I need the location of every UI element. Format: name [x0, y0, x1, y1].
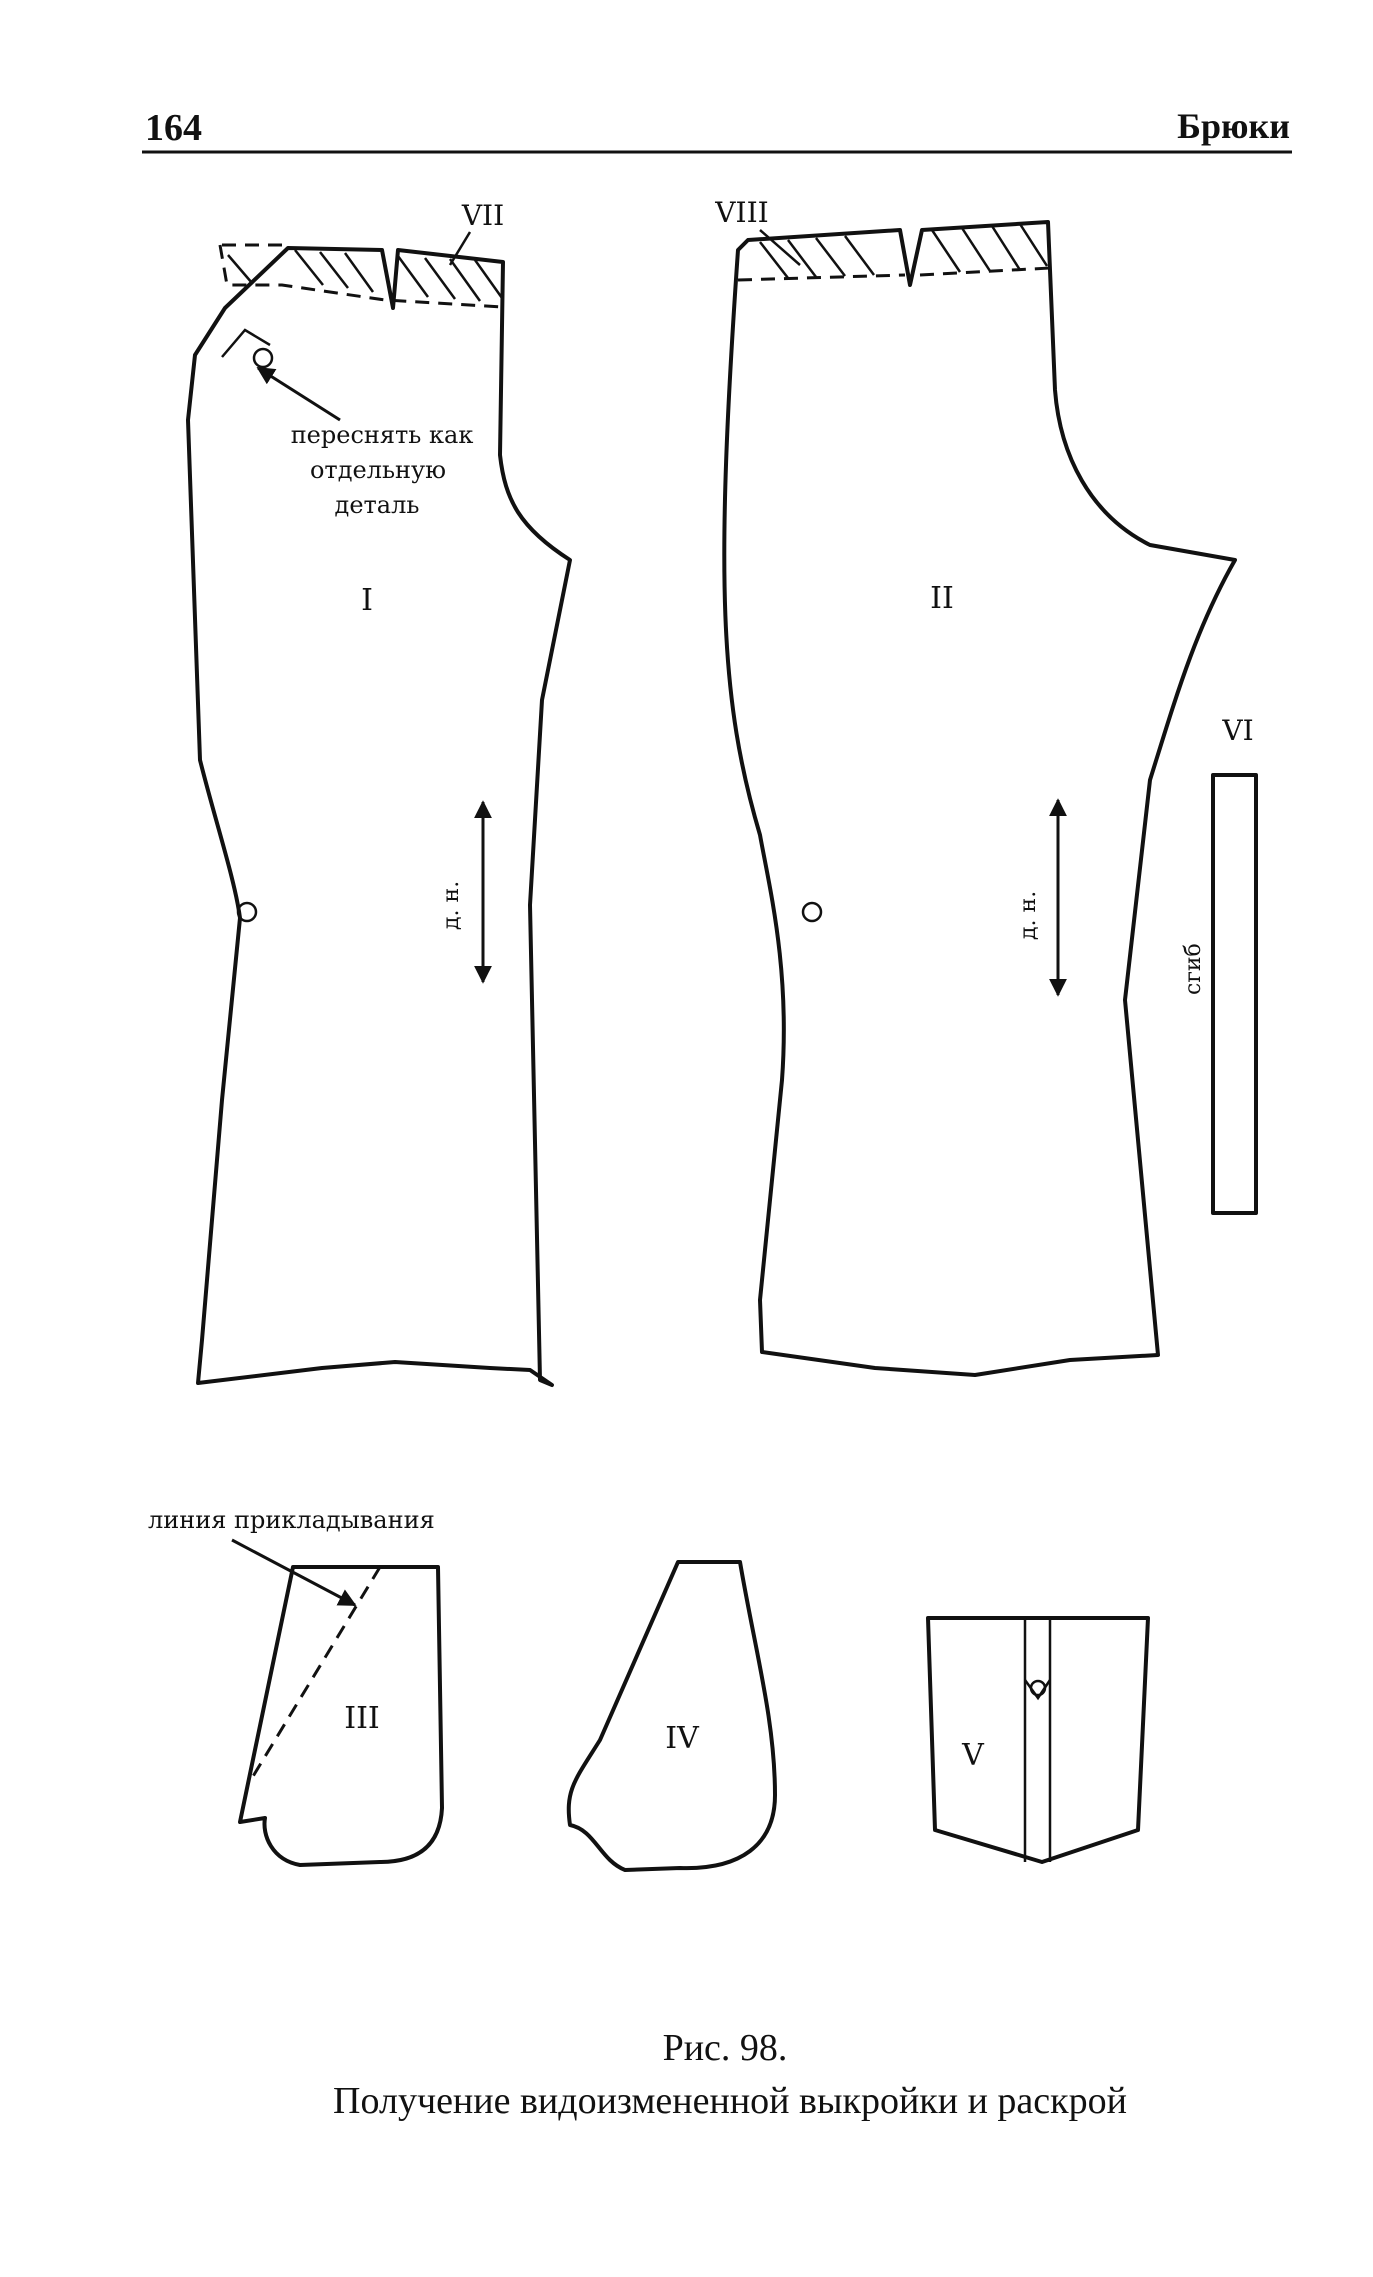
piece-back-label: II [930, 581, 954, 616]
page-number: 164 [145, 107, 202, 149]
front-yoke-leader [450, 232, 470, 265]
figure-number: Рис. 98. [662, 2027, 788, 2069]
section-title: Брюки [1177, 106, 1290, 146]
figure-title: Получение видоизмененной выкройки и раскрой [333, 2080, 1127, 2122]
front-pocket-mark [254, 349, 272, 367]
piece-pocket-facing-outline [569, 1562, 775, 1870]
retrace-note-line3: деталь [334, 491, 420, 519]
back-grain-text: д. н. [1016, 890, 1041, 940]
retrace-note-line1: переснять как [290, 421, 474, 449]
attach-line-label: линия прикладывания [148, 1506, 435, 1534]
back-knee-notch [803, 903, 821, 921]
piece-back-yoke-label: VIII [715, 196, 769, 229]
piece-pocket-label: III [344, 1701, 380, 1736]
piece-front-outline [188, 248, 570, 1385]
piece-pocket-outline [240, 1567, 442, 1865]
retrace-note-line2: отдельную [309, 456, 447, 484]
attach-line-arrow [232, 1540, 355, 1605]
piece-fly-label: V [962, 1738, 984, 1773]
piece-front-label: I [361, 583, 373, 618]
fly-button-circle [1031, 1681, 1045, 1695]
front-grain-text: д. н. [439, 880, 464, 930]
piece-front-yoke-label: VII [461, 199, 505, 232]
piece-belt-loop-label: VI [1222, 714, 1254, 747]
fold-text: сгиб [1181, 943, 1206, 995]
piece-pocket-facing-label: IV [665, 1721, 699, 1756]
retrace-arrow [258, 368, 340, 420]
fly-center-lines [1025, 1618, 1050, 1862]
piece-belt-loop-outline [1213, 775, 1256, 1213]
piece-back-outline [724, 222, 1235, 1375]
piece-fly-outline [928, 1618, 1148, 1862]
front-pocket-line [222, 330, 270, 357]
